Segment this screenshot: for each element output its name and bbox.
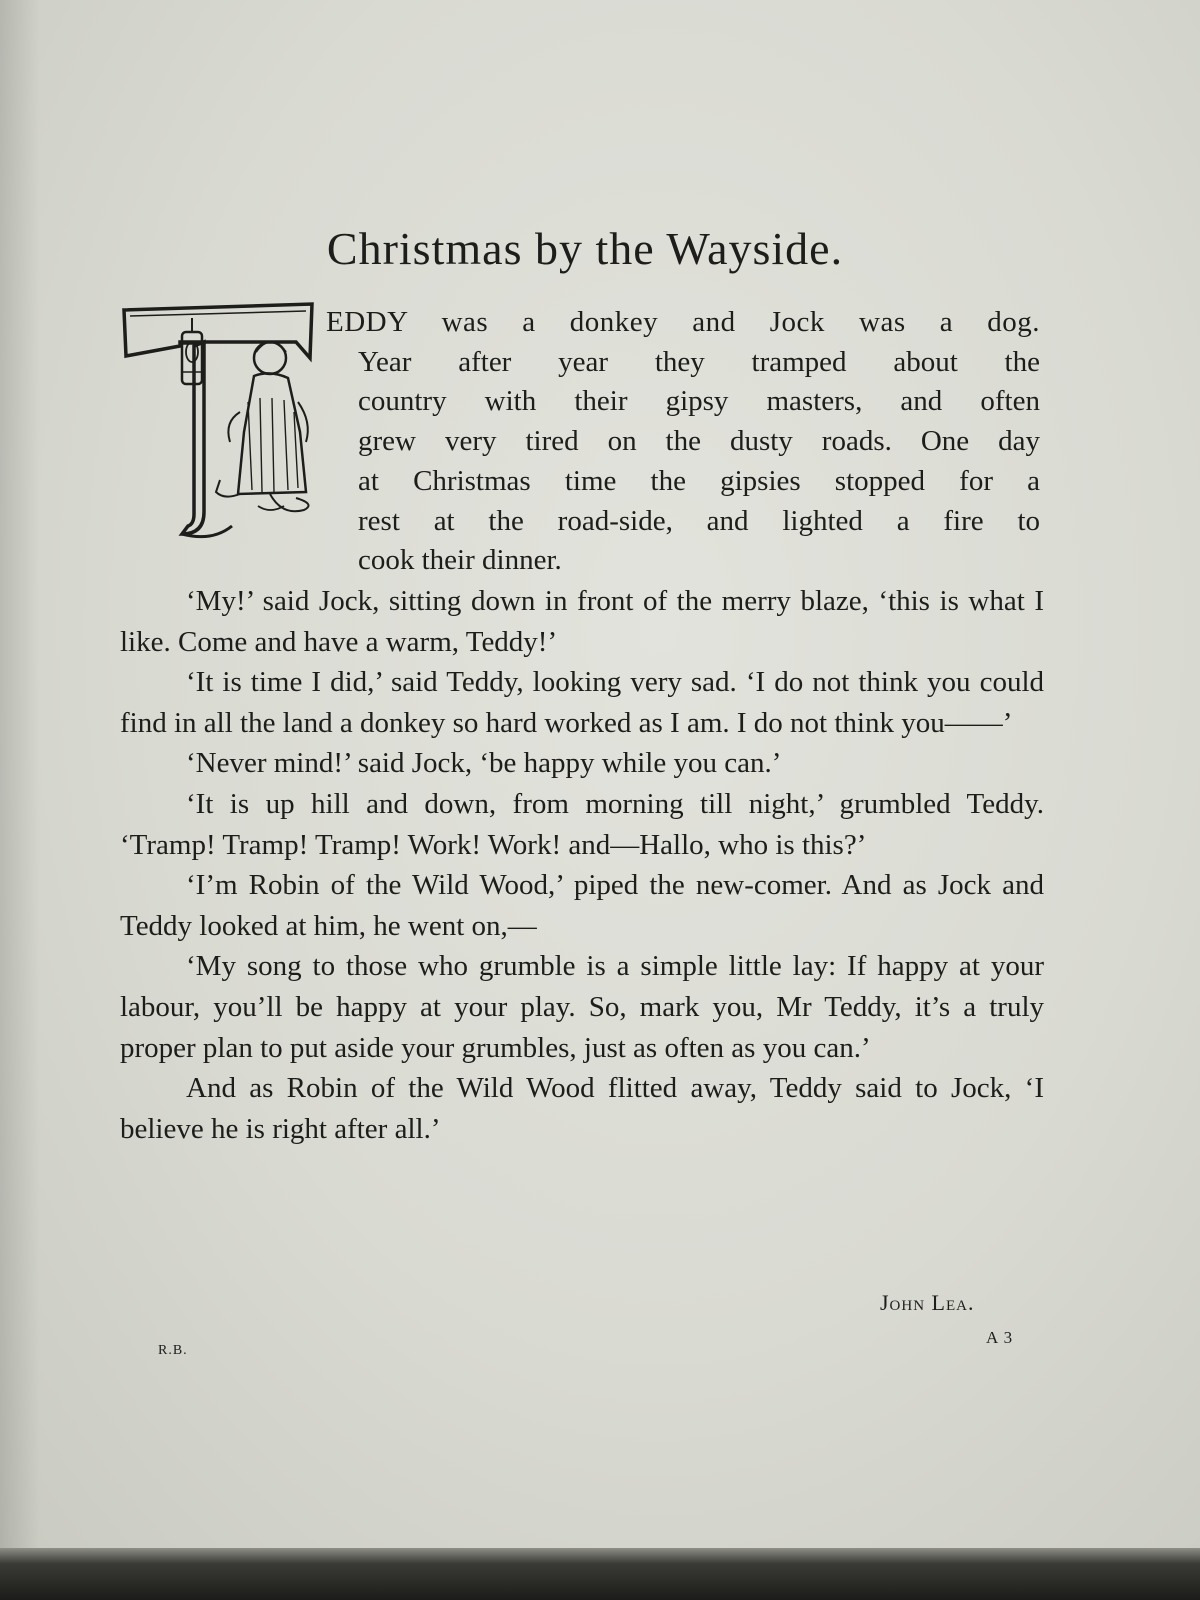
opening-paragraph: [120, 303, 1040, 581]
story-paragraph: ‘My!’ said Jock, sitting down in front of the merry blaze, ‘this is what I like. Come and have a warm, Teddy!’: [120, 585, 1044, 658]
printer-signature-mark: A 3: [986, 1328, 1014, 1347]
opening-line: grew very tired on the dusty roads. One day: [358, 425, 1040, 458]
story-title: Christmas by the Wayside.: [326, 223, 844, 274]
opening-line: country with their gipsy masters, and often: [358, 385, 1040, 418]
story-paragraph: And as Robin of the Wild Wood flitted away, Teddy said to Jock, ‘I believe he is right after all.’: [120, 1072, 1044, 1145]
author-signature: John Lea.: [880, 1290, 975, 1315]
opening-line: Year after year they tramped about the: [358, 345, 1040, 378]
story-paragraph: ‘Never mind!’ said Jock, ‘be happy while you can.’: [186, 747, 782, 780]
opening-line: cook their dinner.: [358, 544, 562, 577]
opening-line: at Christmas time the gipsies stopped for a: [358, 464, 1040, 497]
opening-line: rest at the road-side, and lighted a fire to: [358, 504, 1040, 537]
story-paragraph: ‘I’m Robin of the Wild Wood,’ piped the new-comer. And as Jock and Teddy looked at him, he went on,—: [120, 869, 1044, 942]
opening-line: EDDY was a donkey and Jock was a dog.: [326, 306, 1040, 338]
story-body: [120, 581, 1044, 1149]
story-paragraph: ‘My song to those who grumble is a simple little lay: If happy at your labour, you’ll be happy at your play. So, mark you, Mr Teddy, it’s a truly proper plan to put aside your grumbles, just as often as you can.’: [120, 950, 1044, 1064]
printer-initials: R.B.: [158, 1343, 188, 1358]
story-paragraph: ‘It is up hill and down, from morning till night,’ grumbled Teddy. ‘Tramp! Tramp! Tramp! Work! Work! and—Hallo, who is this?’: [120, 787, 1044, 861]
book-bottom-edge: [0, 1548, 1200, 1600]
story-paragraph: ‘It is time I did,’ said Teddy, looking very sad. ‘I do not think you could find in all the land a donkey so hard worked as I am. I do not think you——’: [120, 666, 1044, 739]
